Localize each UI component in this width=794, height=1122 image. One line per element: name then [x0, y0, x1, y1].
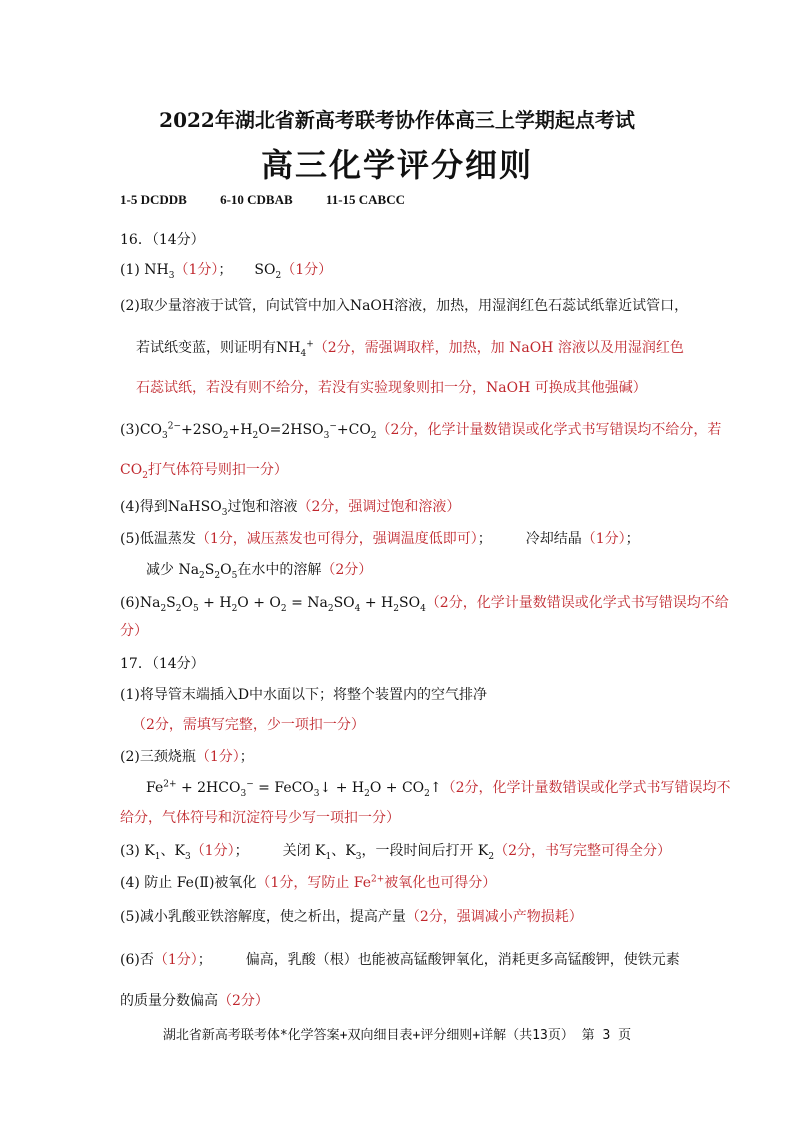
q16-part3-line2: $CO_2$打气体符号则扣一分） [120, 462, 288, 481]
q16-part3-line1: $(3)CO_3^{2-}+2SO_2+H_2O=2HSO_3^-+CO_2(2$分，化学计量数错误或化学式书写错误均不给分，若 [120, 421, 722, 441]
answers-11-15: 11-15 CABCC [325, 192, 405, 207]
q16-part6-line2: 分） [120, 623, 148, 639]
q17-part6-line1: (6)否（1分）； 偏高，乳酸（根）也能被高锰酸钾氧化，消耗更多高锰酸钾，使铁元素 [120, 952, 680, 968]
q16-part2-line2: 若试纸变蓝，则证明有$NH_4^+(2$分，需强调取样，加热，加 NaOH 溶液以及用湿润红色 [136, 339, 684, 359]
q17-header: 17．（14分） [120, 656, 205, 672]
page-footer: 湖北省新高考联考体*化学答案+双向细目表+评分细则+详解（共13页） 第 3 页 [162, 1028, 632, 1043]
page-title: 高三化学评分细则 [260, 146, 533, 184]
q17-part3: (3) $K_1$、$K_3(1$分）； 关闭 $K_1$、$K_3$，一段时间后打开 $K_2(2$分，书写完整可得全分） [120, 843, 672, 862]
choice-answers [120, 192, 435, 208]
q16-part5-line1: (5)低温蒸发（1分，减压蒸发也可得分，强调温度低即可）； 冷却结晶（1分）； [120, 531, 640, 547]
q17-part6-line2: 的质量分数偏高（2分） [120, 993, 269, 1009]
q17-part1-score: （2分，需填写完整，少一项扣一分） [132, 717, 365, 733]
q17-part2-equation: $Fe^{2+} + 2HCO_3^-$ = FeCO$_3$↓ + $H_2O$ + $CO_2↑(2$分，化学计量数错误或化学式书写错误均不 [146, 779, 731, 799]
q17-part2-score-line2: 给分，气体符号和沉淀符号少写一项扣一分） [120, 810, 400, 826]
answers-6-10: 6-10 CDBAB [220, 192, 293, 207]
answers-1-5: 1-5 DCDDB [120, 192, 187, 207]
q16-part1: (1) $NH_3(1$分）； $SO_2(1$分） [120, 262, 333, 281]
q17-part4: (4) 防止 Fe(Ⅱ)被氧化（1分，写防止 $Fe^{2+}$被氧化也可得分） [120, 874, 497, 891]
exam-title: 2022年湖北省新高考联考协作体高三上学期起点考试 [159, 108, 635, 132]
q17-part5: (5)减小乳酸亚铁溶解度，使之析出，提高产量（2分，强调减小产物损耗） [120, 909, 583, 925]
q16-part2-line1: (2)取少量溶液于试管，向试管中加入NaOH溶液，加热，用湿润红色石蕊试纸靠近试管口， [120, 298, 689, 314]
q16-part5-line2: 减少 $Na_2S_2O_5$在水中的溶解（2分） [146, 562, 373, 581]
q17-part1: (1)将导管末端插入D中水面以下；将整个装置内的空气排净 [120, 687, 488, 703]
q16-part4: (4)得到NaHSO$_3$过饱和溶液（2分，强调过饱和溶液） [120, 499, 461, 518]
q16-header: 16．（14分） [120, 232, 205, 248]
q17-part2: (2)三颈烧瓶（1分）； [120, 749, 254, 765]
q16-part6-line1: $(6)Na_2S_2O_5 + H_2O + O_2 = Na_2SO_4 + H_2SO_4(2$分，化学计量数错误或化学式书写错误均不给 [120, 595, 729, 614]
q16-part2-line3: 石蕊试纸，若没有则不给分，若没有实验现象则扣一分，NaOH 可换成其他强碱） [136, 380, 647, 396]
